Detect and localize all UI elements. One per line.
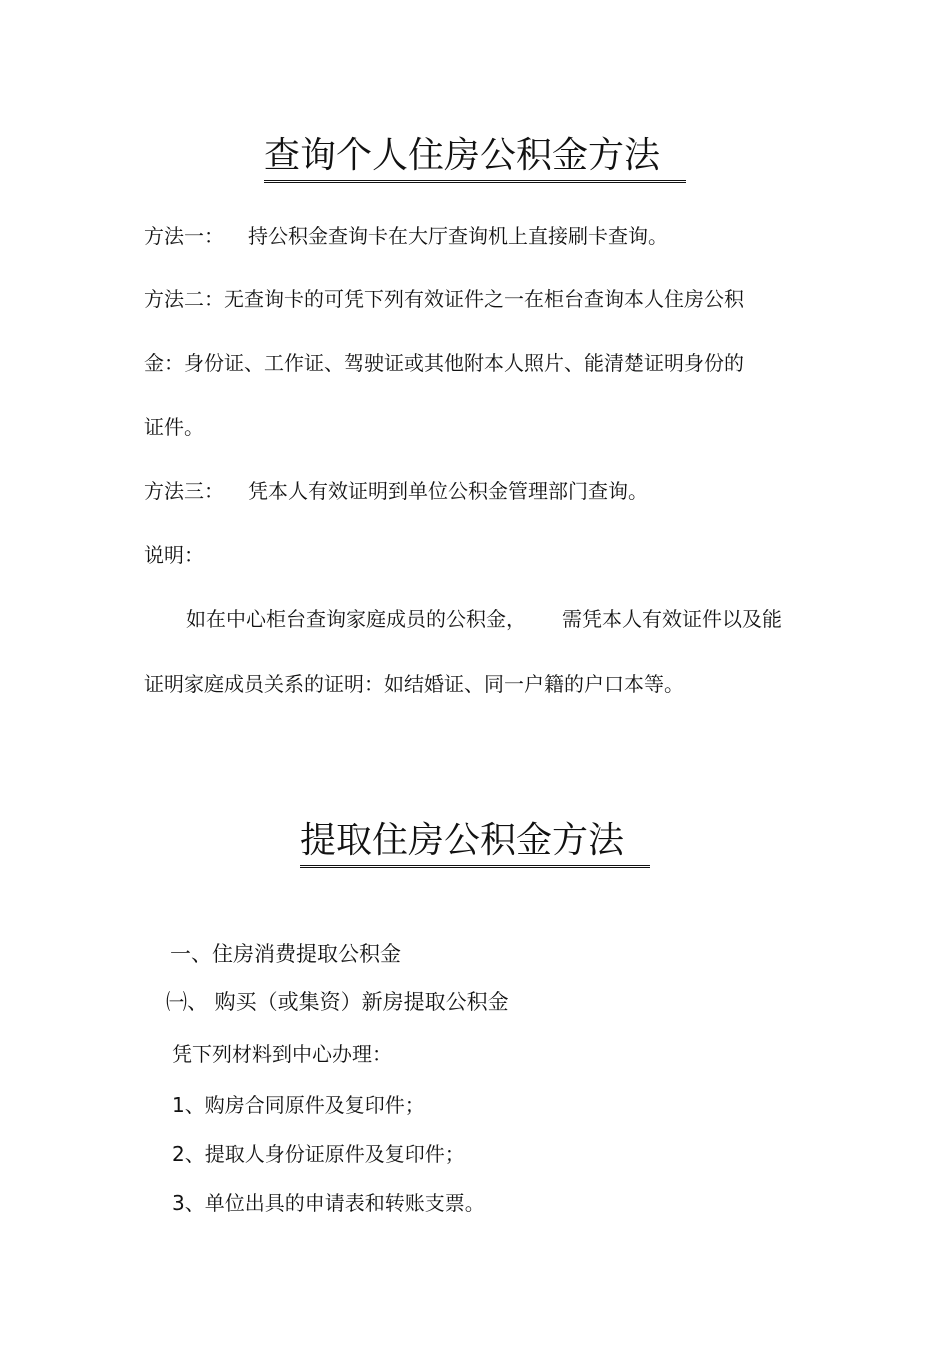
page-title-query: 查询个人住房公积金方法 xyxy=(0,134,950,183)
subheading-new-house: ㈠、 购买（或集资）新房提取公积金 xyxy=(166,990,509,1014)
method-three: 方法三： 凭本人有效证明到单位公积金管理部门查询。 xyxy=(144,479,648,503)
note-label: 说明： xyxy=(144,543,204,567)
list-item: 3、单位出具的申请表和转账支票。 xyxy=(172,1191,485,1215)
note-line-2: 证明家庭成员关系的证明：如结婚证、同一户籍的户口本等。 xyxy=(144,672,684,696)
method-two-line-2: 金：身份证、工作证、驾驶证或其他附本人照片、能清楚证明身份的 xyxy=(144,351,744,375)
materials-intro: 凭下列材料到中心办理： xyxy=(172,1042,392,1066)
list-item: 2、提取人身份证原件及复印件； xyxy=(172,1142,465,1166)
list-item: 1、购房合同原件及复印件； xyxy=(172,1093,425,1117)
page-title-withdraw: 提取住房公积金方法 xyxy=(0,819,950,868)
note-line-1: 如在中心柜台查询家庭成员的公积金， 需凭本人有效证件以及能 xyxy=(186,607,782,631)
method-two-line-3: 证件。 xyxy=(144,415,204,439)
heading-housing-consumption: 一、住房消费提取公积金 xyxy=(170,942,401,966)
method-one: 方法一： 持公积金查询卡在大厅查询机上直接刷卡查询。 xyxy=(144,224,668,248)
method-two-line-1: 方法二：无查询卡的可凭下列有效证件之一在柜台查询本人住房公积 xyxy=(144,287,744,311)
